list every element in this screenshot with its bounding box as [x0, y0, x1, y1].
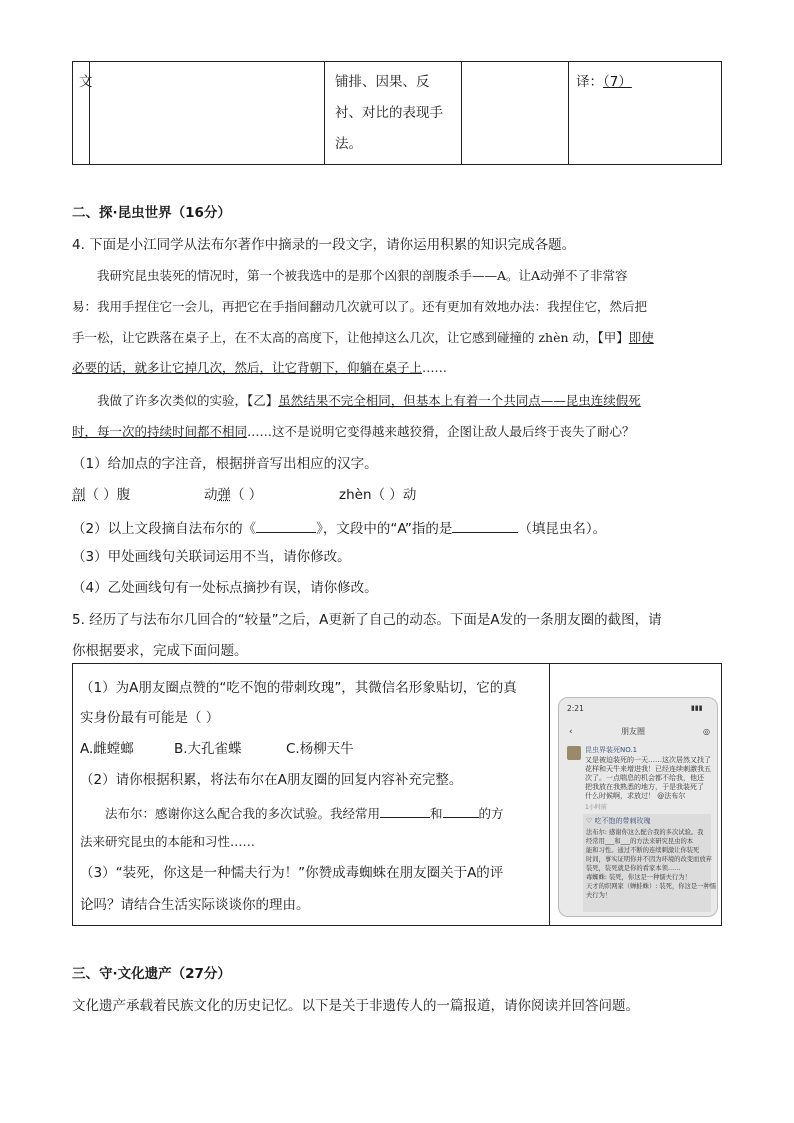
- signal-icon: ▮▮▮: [691, 704, 703, 712]
- passage-line: 必要的话，就多让它掉几次，然后，让它背朝下，仰躺在桌子上……: [72, 360, 448, 375]
- option-b: B.大孔雀蝶: [174, 741, 242, 757]
- table-divider: [324, 62, 325, 164]
- post-line: 又是被迫装死的一天……这次居然又找了: [585, 756, 711, 764]
- table-cell-line: 衬、对比的表现手: [335, 105, 443, 121]
- answer-blank[interactable]: [380, 805, 430, 818]
- pinyin-item-b: 动弹（ ）: [204, 487, 263, 503]
- section-2-heading: 二、探·昆虫世界（16分）: [72, 205, 231, 221]
- moments-screenshot: [558, 697, 718, 917]
- question-4-1: （1）给加点的字注音，根据拼音写出相应的汉字。: [72, 456, 378, 472]
- question-4-stem: 4. 下面是小江同学从法布尔著作中摘录的一段文字，请你运用积累的知识完成各题。: [72, 237, 576, 253]
- answer-blank[interactable]: [256, 520, 316, 533]
- back-icon: ‹: [569, 727, 573, 737]
- table-cell-line: 铺排、因果、反: [335, 74, 430, 90]
- section-3-heading: 三、守·文化遗产（27分）: [72, 966, 231, 982]
- translation-label: 译：（7）: [576, 74, 632, 90]
- camera-icon: ◎: [703, 727, 710, 736]
- passage-line: 时，每一次的持续时间都不相同……这不是说明它变得越来越狡猾，企图让敌人最后终于丧失了耐心？: [72, 424, 635, 439]
- question-5-stem: 5. 经历了与法布尔几回合的“较量”之后，A更新了自己的动态。下面是A发的一条朋友圈的截图，请: [72, 612, 662, 628]
- post-time: 1小时前: [585, 804, 607, 811]
- pinyin-item-a: 剖（ ）腹: [72, 487, 131, 503]
- status-time: 2:21: [567, 704, 584, 713]
- reply-line: 装死，装死就是你的看家本领……: [586, 865, 681, 872]
- reply-line: 毒蜘蛛: 装死，你这是一种懦夫行为！: [586, 874, 691, 881]
- reply-line: 天才的织网家（蝉蛙蛛）: 装死，你这是一种懦: [586, 883, 717, 890]
- blank-7: （7）: [603, 74, 632, 90]
- passage-line: 手一松，让它跌落在桌子上，在不太高的高度下，让他掉这么几次，让它感到碰撞的 zhèn 动，【甲】即使: [72, 330, 654, 345]
- question-4-3: （3）甲处画线句关联词运用不当，请你修改。: [72, 549, 351, 565]
- post-line: 把我放在我熟悉的地方，于是我装死了: [585, 783, 704, 791]
- question-4-4: （4）乙处画线句有一处标点摘抄有误，请你修改。: [72, 580, 378, 596]
- underline-yi: 虽然结果不完全相同，但基本上有着一个共同点——昆虫连续假死: [278, 393, 641, 408]
- like-line: ♡ 吃不饱的带刺玫瑰: [586, 817, 651, 825]
- answer-blank[interactable]: [443, 805, 479, 818]
- post-line: 什么时候啊，求放过！ @法布尔: [585, 792, 686, 800]
- underline-yi: 时，每一次的持续时间都不相同: [72, 424, 248, 439]
- reply-line: 夫行为！: [586, 892, 612, 899]
- table-cell-line: 法。: [335, 136, 362, 152]
- post-line: 次了。一点喘息的机会都不给我，他还: [585, 774, 704, 782]
- fabre-reply: 法来研究昆虫的本能和习性……: [80, 834, 256, 849]
- fabre-reply: 法布尔：感谢你这么配合我的多次试验。我经常用 和 的方: [105, 806, 504, 821]
- table-cell-char: 文: [79, 74, 93, 90]
- reply-line: 能和习性。通过不断的连续刺激让你装死: [586, 847, 700, 854]
- question-4-2: （2）以上文段摘自法布尔的《 》，文段中的“A”指的是 （填昆虫名）。: [72, 521, 607, 537]
- section-3-intro: 文化遗产承载着民族文化的历史记忆。以下是关于非遗传人的一篇报道，请你阅读并回答问题。: [72, 998, 639, 1014]
- question-5-stem: 你根据要求，完成下面问题。: [72, 643, 248, 659]
- table-divider: [568, 62, 569, 164]
- underline-jia: 必要的话，就多让它掉几次，然后，让它背朝下，仰躺在桌子上: [72, 360, 423, 375]
- passage-line: 我做了许多次类似的实验，【乙】虽然结果不完全相同，但基本上有着一个共同点——昆虫连续假死: [97, 393, 641, 408]
- passage-line: 我研究昆虫装死的情况时，第一个被我选中的是那个凶狠的剖腹杀手——A。让A动弹不了非常容: [97, 268, 628, 283]
- q5-part-1: （1）为A朋友圈点赞的“吃不饱的带刺玫瑰”，其微信名形象贴切，它的真: [80, 680, 517, 696]
- q5-part-2: （2）请你根据积累，将法布尔在A朋友圈的回复内容补充完整。: [80, 772, 463, 788]
- q5-part-3: （3）“装死，你这是一种懦夫行为！”你赞成毒蜘蛛在朋友圈关于A的评: [80, 865, 504, 881]
- top-table: [72, 61, 722, 165]
- reply-line: 法布尔: 感谢你这么配合我的多次试验。我: [586, 829, 704, 836]
- option-a: A.雌螳螂: [80, 741, 134, 757]
- pinyin-item-c: zhèn（ ）动: [339, 487, 417, 503]
- avatar: [567, 746, 581, 760]
- reply-line: 经常用___和___的方法来研究昆虫的本: [586, 838, 694, 845]
- box-divider: [549, 664, 550, 925]
- page-title: 朋友圈: [621, 727, 645, 736]
- answer-blank[interactable]: [452, 520, 518, 533]
- q5-part-3: 论吗？请结合生活实际谈谈你的理由。: [80, 897, 310, 913]
- underline-jia: 即使: [628, 330, 654, 345]
- option-c: C.杨柳天牛: [286, 741, 354, 757]
- post-line: 花样和天牛来增进我！已经连续刺激我五: [585, 765, 711, 773]
- q5-part-1: 实身份最有可能是（ ）: [80, 710, 220, 726]
- poster-name: 昆虫界装死NO.1: [585, 746, 638, 754]
- passage-line: 易：我用手捏住它一会儿，再把它在手指间翻动几次就可以了。还有更加有效地办法：我捏住它，然后把: [72, 299, 648, 314]
- table-divider: [461, 62, 462, 164]
- reply-line: 时间，事实证明你并不因为环境的改变而放弃: [586, 856, 712, 863]
